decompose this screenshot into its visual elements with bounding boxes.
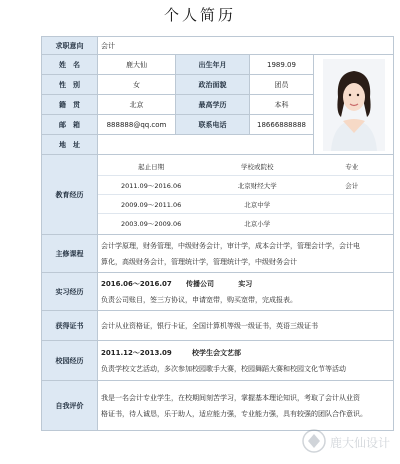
courses-line: 会计学原理，财务管理，中级财务会计，审计学，成本会计学，管理会计学，会计电 bbox=[101, 241, 360, 250]
degree-value: 本科 bbox=[250, 95, 314, 115]
campus-value bbox=[98, 341, 394, 381]
education-header-date: 起止日期 bbox=[98, 157, 204, 176]
table-row bbox=[98, 195, 393, 214]
internship-role: 实习 bbox=[238, 279, 253, 288]
page-title: 个人简历 bbox=[163, 6, 236, 24]
campus-header bbox=[101, 345, 390, 361]
internship-period: 2016.06～2016.07 bbox=[101, 279, 172, 288]
objective-label: 求职意向 bbox=[42, 37, 98, 55]
address-label: 地 址 bbox=[42, 135, 98, 155]
education-date: 2003.09～2009.06 bbox=[120, 219, 182, 228]
objective-value: 会计 bbox=[98, 37, 394, 55]
watermark-text: 鹿大仙设计 bbox=[330, 436, 391, 450]
education-table bbox=[98, 157, 393, 232]
education-school: 北京财经大学 bbox=[204, 176, 310, 195]
resume-table bbox=[41, 36, 394, 431]
internship-value bbox=[98, 273, 394, 311]
profile-photo bbox=[323, 59, 385, 151]
address-value bbox=[98, 135, 314, 155]
self-eval-line: 我是一名会计专业学生，在校期间刻苦学习，掌握基本理论知识，考取了会计从业资 bbox=[101, 393, 360, 402]
email-label: 邮 箱 bbox=[42, 115, 98, 135]
name-value: 鹿大仙 bbox=[98, 55, 176, 75]
internship-description: 负责公司账目，签三方协议，申请宽带，购买宽带，完成报表。 bbox=[101, 295, 297, 304]
table-row bbox=[98, 176, 393, 195]
gender-label: 性 别 bbox=[42, 75, 98, 95]
degree-label: 最高学历 bbox=[176, 95, 250, 115]
politics-value: 团员 bbox=[250, 75, 314, 95]
phone-value: 18666888888 bbox=[250, 115, 314, 135]
education-date: 2011.09～2016.06 bbox=[98, 176, 204, 195]
education-date: 2009.09～2011.06 bbox=[98, 195, 204, 214]
internship-label: 实习经历 bbox=[42, 273, 98, 311]
certificates-value: 会计从业资格证，银行卡证，全国计算机等级一级证书，英语三级证书 bbox=[98, 311, 394, 341]
gender-value: 女 bbox=[98, 75, 176, 95]
education-header-school: 学校或院校 bbox=[204, 157, 310, 176]
education-header-row bbox=[98, 157, 393, 176]
education-major bbox=[310, 214, 393, 233]
certificates-label: 获得证书 bbox=[42, 311, 98, 341]
watermark-logo bbox=[302, 422, 394, 460]
campus-label: 校园经历 bbox=[42, 341, 98, 381]
self-eval-line: 格证书，待人诚恳，乐于助人，适应能力强，专业能力强，具有较强的团队合作意识。 bbox=[101, 409, 367, 418]
education-major bbox=[310, 195, 393, 214]
campus-period: 2011.12～2013.09 bbox=[101, 348, 172, 357]
photo-cell bbox=[314, 55, 394, 155]
education-school: 北京小学 bbox=[244, 219, 271, 228]
hometown-value: 北京 bbox=[98, 95, 176, 115]
self-eval-label: 自我评价 bbox=[42, 381, 98, 431]
education-school: 北京中学 bbox=[204, 195, 310, 214]
hometown-label: 籍 贯 bbox=[42, 95, 98, 115]
courses-line: 算化，高级财务会计，管理统计学，管理统计学，中级财务会计 bbox=[101, 257, 297, 266]
table-row bbox=[98, 214, 393, 233]
courses-value bbox=[98, 235, 394, 273]
campus-org: 校学生会文艺部 bbox=[192, 348, 241, 357]
education-header-major: 专业 bbox=[310, 157, 393, 176]
education-major: 会计 bbox=[310, 176, 393, 195]
courses-label: 主修课程 bbox=[42, 235, 98, 273]
birth-value: 1989.09 bbox=[250, 55, 314, 75]
politics-label: 政治面貌 bbox=[176, 75, 250, 95]
campus-description: 负责学校文艺活动，多次参加校园歌手大赛，校园舞蹈大赛和校园文化节等活动 bbox=[101, 364, 346, 373]
phone-label: 联系电话 bbox=[176, 115, 250, 135]
internship-header bbox=[101, 276, 390, 292]
email-value: 888888@qq.com bbox=[98, 115, 176, 135]
education-cell bbox=[98, 155, 394, 235]
birth-label: 出生年月 bbox=[176, 55, 250, 75]
education-label: 教育经历 bbox=[42, 155, 98, 235]
internship-company: 传播公司 bbox=[186, 279, 214, 288]
name-label: 姓 名 bbox=[42, 55, 98, 75]
